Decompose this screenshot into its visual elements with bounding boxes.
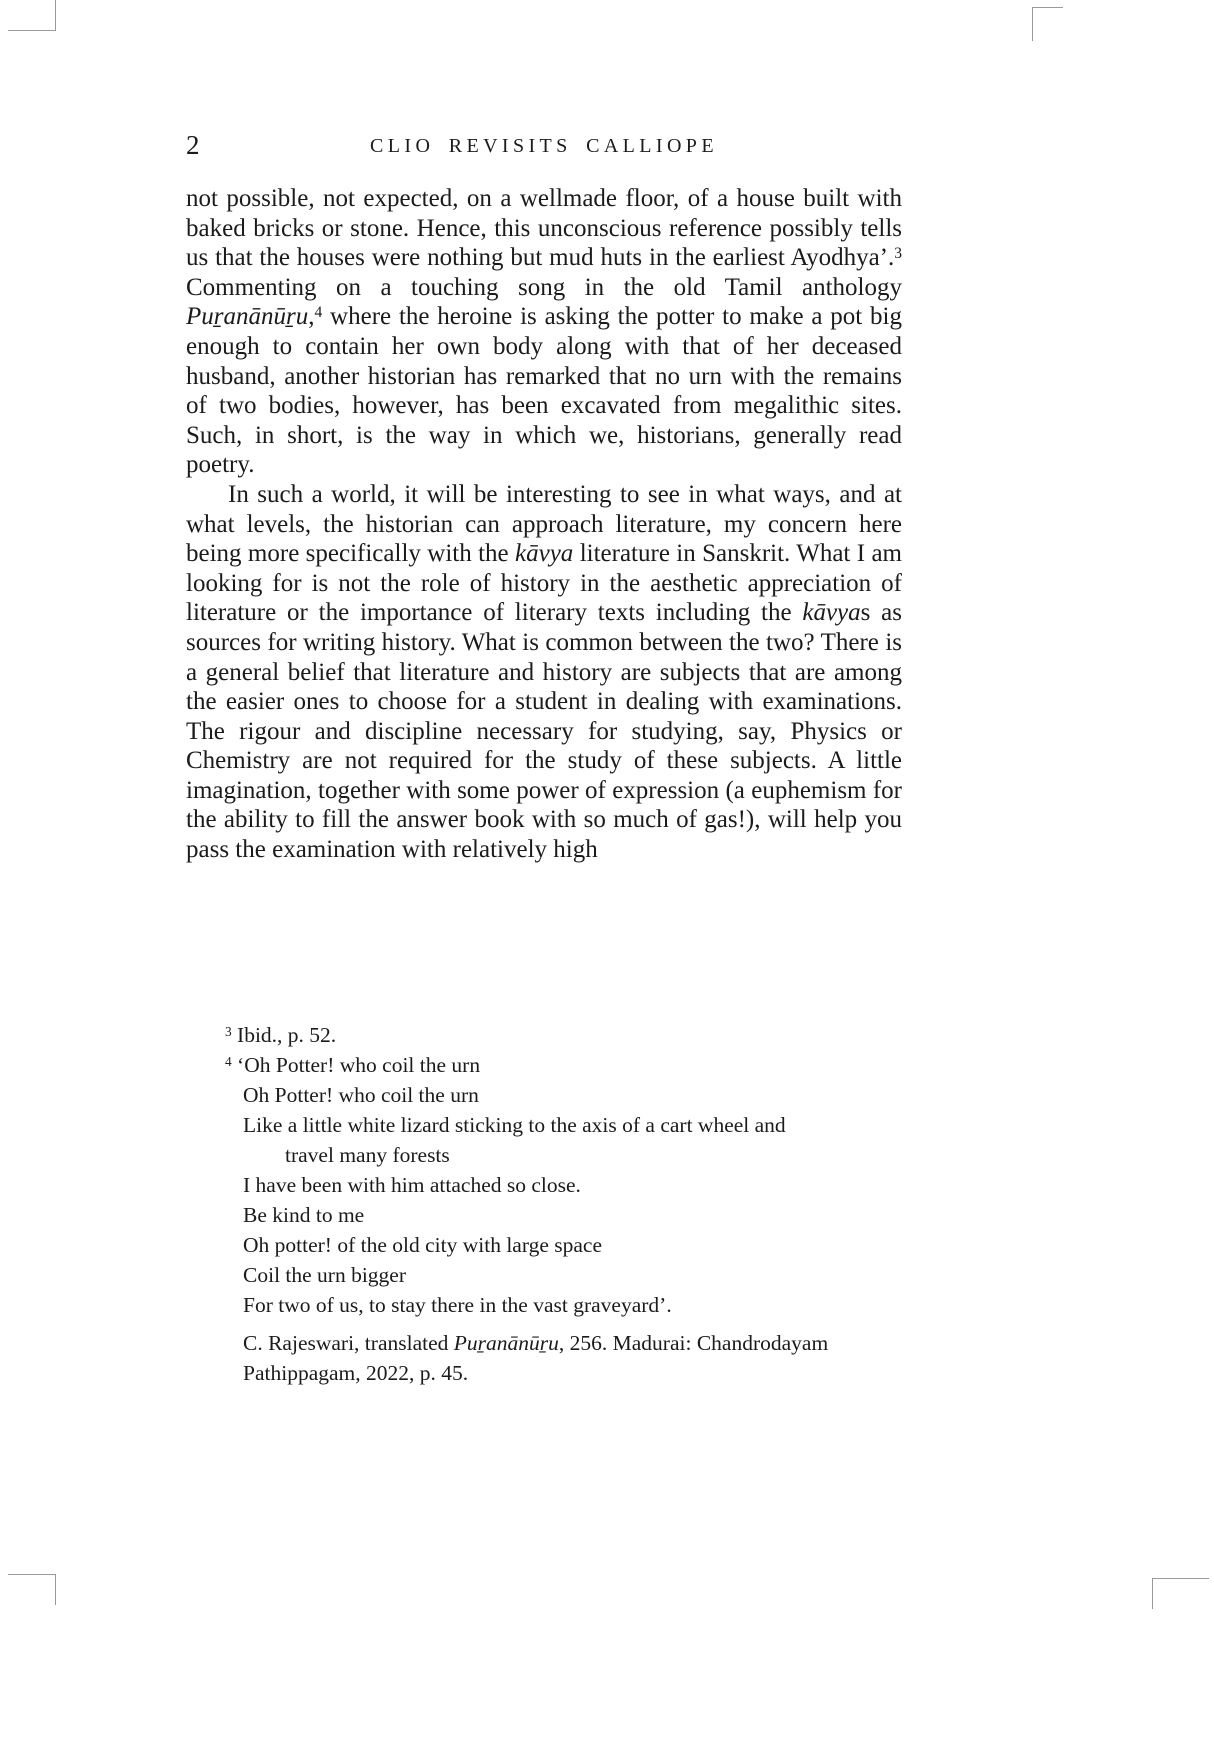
footnote-4-line <box>225 1200 915 1230</box>
text-run: Oh potter! of the old city with large space <box>243 1233 603 1257</box>
text-run: C. Rajeswari, translated <box>243 1331 454 1355</box>
text-run: literature in Sanskrit. What I am looking for is not the role of history in the aesthetic appreciation of literature or the importance of literary texts including the <box>186 540 902 627</box>
body-text <box>186 184 902 865</box>
page-number: 2 <box>186 130 200 160</box>
footnote-ref: 4 <box>314 304 323 322</box>
footnote-4-line <box>225 1050 915 1080</box>
text-run: In such a world, it will be interesting to see in what ways, and at what levels, the historian can approach literature, my concern here being more specifically with the <box>186 480 902 568</box>
body-paragraph <box>186 480 902 865</box>
footnote-ref: 3 <box>225 1024 232 1040</box>
text-run: s as sources for writing history. What is common between the two? There is a general belief that literature and history are subjects that are among the easier ones to choose for a student in dealing with examinations. The rigour and discipline necessary for studying, say, Physics or Chemistry are not required for the study of these subjects. A little imagination, together with some power of expression (a euphemism for the ability to fill the answer book with so much of gas!), will help you pass the examination with relatively high <box>186 599 902 864</box>
italic-term: Puṟanānūṟu <box>186 303 309 331</box>
text-run: Oh Potter! who coil the urn <box>243 1083 479 1107</box>
text-run: ‘Oh Potter! who coil the urn <box>231 1053 481 1077</box>
italic-term: kāvya <box>515 540 574 568</box>
text-run: Be kind to me <box>243 1203 365 1227</box>
text-run: Coil the urn bigger <box>243 1263 407 1287</box>
footnote-4-citation <box>225 1328 915 1388</box>
footnote-4-line <box>225 1110 915 1140</box>
crop-mark-top-right <box>1032 7 1063 41</box>
footnote-4-line <box>225 1260 915 1290</box>
text-run: , <box>308 303 315 331</box>
footnote-4-line <box>225 1140 915 1170</box>
footnote-4-line <box>225 1170 915 1200</box>
page-header <box>186 130 902 164</box>
footnote-3 <box>225 1020 915 1050</box>
text-run: travel many forests <box>285 1143 450 1167</box>
text-run: not possible, not expected, on a wellmade floor, of a house built with baked bricks or stone. Hence, this unconscious reference possibly tells us that the houses were nothing but mud huts in the earliest Ayodhya’. <box>186 185 902 272</box>
italic-term: Puṟanānūṟu <box>453 1331 559 1355</box>
text-run: Like a little white lizard sticking to the axis of a cart wheel and <box>243 1113 786 1137</box>
footnotes <box>225 1020 915 1388</box>
footnote-ref: 4 <box>225 1054 232 1070</box>
body-paragraph <box>186 184 902 480</box>
footnote-4-line <box>225 1230 915 1260</box>
text-run: where the heroine is asking the potter to make a pot big enough to contain her own body along with that of her deceased husband, another historian has remarked that no urn with the remains of two bodies, however, has been excavated from megalithic sites. Such, in short, is the way in which we, historians, generally read poetry. <box>186 303 902 479</box>
footnote-4-line <box>225 1080 915 1110</box>
text-run: Ibid., p. 52. <box>231 1023 337 1047</box>
running-head: CLIO REVISITS CALLIOPE <box>370 135 718 157</box>
footnote-4-line <box>225 1290 915 1320</box>
crop-mark-bottom-right <box>1152 1578 1209 1609</box>
crop-mark-bottom-left <box>8 1574 56 1605</box>
footnote-ref: 3 <box>894 245 902 263</box>
text-run: For two of us, to stay there in the vast graveyard’. <box>243 1293 672 1317</box>
text-run: I have been with him attached so close. <box>243 1173 581 1197</box>
text-run: , 256. Madurai: Chandrodayam Pathippagam, 2022, p. 45. <box>243 1331 829 1385</box>
italic-term: kāvya <box>802 599 861 627</box>
text-run: Commenting on a touching song in the old Tamil anthology <box>186 273 902 301</box>
crop-mark-top-left <box>8 0 56 31</box>
